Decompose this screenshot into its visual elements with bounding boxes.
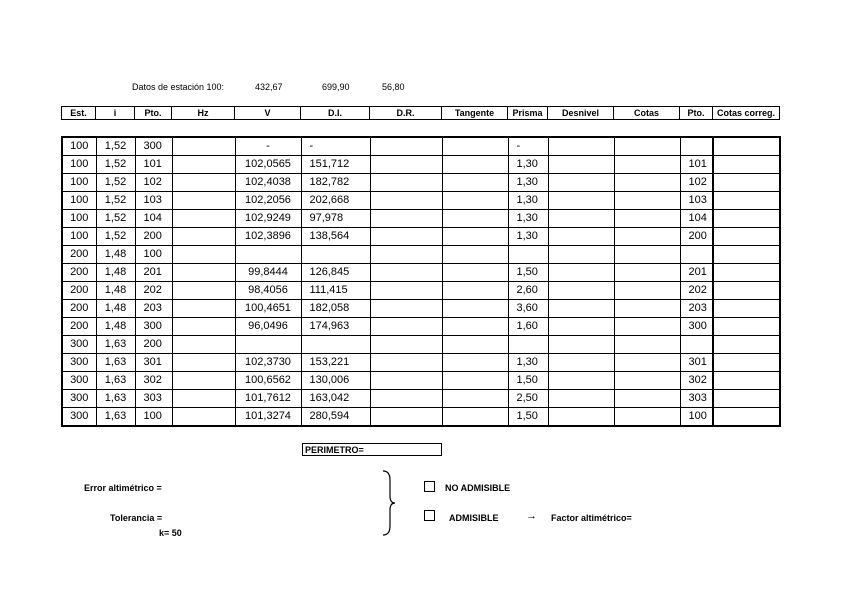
cell-desn [548,156,614,174]
cell-pto2 [680,137,713,156]
cell-di: 126,845 [301,264,370,282]
table-row [62,210,780,228]
cell-est: 100 [62,156,96,174]
cell-di: 153,221 [301,354,370,372]
table-row [62,246,780,264]
cell-di: 182,782 [301,174,370,192]
cell-corr [713,372,780,390]
cell-di [301,246,370,264]
table-row [62,174,780,192]
cell-est: 200 [62,318,96,336]
table-row [62,336,780,354]
arrow-right-icon: → [526,510,537,522]
cell-desn [548,318,614,336]
table-row [62,300,780,318]
cell-dr [370,137,442,156]
cell-desn [548,390,614,408]
cell-v: 96,0496 [235,318,301,336]
cell-di: 174,963 [301,318,370,336]
cell-tan [442,192,508,210]
cell-i: 1,48 [96,246,135,264]
cell-prisma: 2,50 [508,390,548,408]
cell-tan [442,372,508,390]
data-body [62,137,780,426]
cell-di: 151,712 [301,156,370,174]
cell-est: 100 [62,228,96,246]
cell-est: 300 [62,336,96,354]
cell-i: 1,48 [96,264,135,282]
cell-cotas [614,174,680,192]
cell-est: 300 [62,390,96,408]
cell-tan [442,156,508,174]
cell-pto: 103 [135,192,172,210]
cell-pto2: 104 [680,210,713,228]
cell-hz [172,354,235,372]
cell-pto2: 203 [680,300,713,318]
cell-dr [370,318,442,336]
table-row [62,390,780,408]
cell-cotas [614,210,680,228]
header-table [61,106,780,120]
cell-corr [713,282,780,300]
cell-corr [713,300,780,318]
cell-pto2: 103 [680,192,713,210]
cell-di: 163,042 [301,390,370,408]
cell-pto: 300 [135,318,172,336]
cell-v: 102,4038 [235,174,301,192]
cell-desn [548,354,614,372]
cell-v: 100,6562 [235,372,301,390]
cell-pto: 102 [135,174,172,192]
cell-dr [370,282,442,300]
cell-dr [370,390,442,408]
cell-prisma: - [508,137,548,156]
cell-di: 111,415 [301,282,370,300]
cell-prisma: 1,60 [508,318,548,336]
cell-est: 100 [62,210,96,228]
cell-dr [370,228,442,246]
cell-pto2: 101 [680,156,713,174]
cell-corr [713,354,780,372]
cell-di: - [301,137,370,156]
cell-di: 130,006 [301,372,370,390]
cell-v: 101,3274 [235,408,301,427]
cell-pto2: 202 [680,282,713,300]
cell-cotas [614,137,680,156]
tolerancia-label: Tolerancia = [110,513,163,523]
cell-prisma: 1,30 [508,174,548,192]
cell-i: 1,52 [96,137,135,156]
cell-di [301,336,370,354]
cell-dr [370,408,442,427]
cell-desn [548,228,614,246]
cell-tan [442,137,508,156]
cell-est: 300 [62,354,96,372]
admisible-checkbox[interactable] [424,510,435,521]
cell-pto2: 200 [680,228,713,246]
cell-hz [172,390,235,408]
admisible-label: ADMISIBLE [449,513,499,523]
cell-desn [548,336,614,354]
header-cell: Pto. [135,107,172,120]
no-admisible-checkbox[interactable] [424,481,435,492]
cell-tan [442,336,508,354]
table-row [62,228,780,246]
cell-corr [713,408,780,427]
cell-prisma [508,246,548,264]
cell-corr [713,192,780,210]
cell-desn [548,282,614,300]
cell-pto: 100 [135,246,172,264]
cell-hz [172,228,235,246]
cell-pto: 200 [135,336,172,354]
cell-v [235,336,301,354]
cell-est: 200 [62,300,96,318]
cell-hz [172,300,235,318]
cell-v: 102,3730 [235,354,301,372]
table-row [62,137,780,156]
cell-pto: 203 [135,300,172,318]
cell-dr [370,372,442,390]
cell-desn [548,174,614,192]
cell-pto2: 100 [680,408,713,427]
cell-tan [442,408,508,427]
cell-v: 102,9249 [235,210,301,228]
cell-pto: 104 [135,210,172,228]
cell-i: 1,63 [96,336,135,354]
cell-pto2: 301 [680,354,713,372]
cell-pto2: 300 [680,318,713,336]
cell-v: 102,0565 [235,156,301,174]
cell-di: 202,668 [301,192,370,210]
cell-v [235,246,301,264]
cell-corr [713,336,780,354]
cell-dr [370,336,442,354]
header-cell: Cotas correg. [713,107,780,120]
cell-i: 1,52 [96,192,135,210]
cell-dr [370,192,442,210]
header-cell: D.I. [301,107,370,120]
cell-desn [548,210,614,228]
cell-v: - [235,137,301,156]
cell-i: 1,63 [96,354,135,372]
cell-tan [442,264,508,282]
header-cell: Tangente [442,107,508,120]
cell-est: 300 [62,372,96,390]
cell-prisma: 1,30 [508,228,548,246]
cell-est: 100 [62,137,96,156]
cell-i: 1,52 [96,174,135,192]
cell-hz [172,246,235,264]
cell-dr [370,354,442,372]
cell-pto: 300 [135,137,172,156]
header-cell: i [96,107,135,120]
cell-tan [442,210,508,228]
cell-tan [442,318,508,336]
cell-cotas [614,192,680,210]
cell-prisma: 1,30 [508,192,548,210]
cell-v: 101,7612 [235,390,301,408]
cell-hz [172,156,235,174]
table-row [62,408,780,427]
cell-corr [713,318,780,336]
cell-prisma: 3,60 [508,300,548,318]
cell-hz [172,174,235,192]
table-row [62,372,780,390]
k-label: k= 50 [159,528,182,538]
cell-est: 200 [62,246,96,264]
header-row [62,107,780,120]
cell-hz [172,408,235,427]
cell-cotas [614,318,680,336]
cell-desn [548,264,614,282]
cell-desn [548,137,614,156]
table-row [62,264,780,282]
cell-di: 97,978 [301,210,370,228]
cell-pto: 303 [135,390,172,408]
cell-tan [442,300,508,318]
cell-cotas [614,282,680,300]
cell-di: 280,594 [301,408,370,427]
cell-hz [172,264,235,282]
cell-pto: 200 [135,228,172,246]
cell-corr [713,390,780,408]
cell-corr [713,174,780,192]
cell-pto2 [680,336,713,354]
cell-tan [442,354,508,372]
cell-di: 138,564 [301,228,370,246]
cell-i: 1,63 [96,390,135,408]
cell-pto2 [680,246,713,264]
cell-tan [442,246,508,264]
cell-est: 100 [62,174,96,192]
data-table [61,136,781,427]
cell-tan [442,282,508,300]
cell-est: 100 [62,192,96,210]
cell-i: 1,63 [96,372,135,390]
cell-corr [713,246,780,264]
cell-pto: 100 [135,408,172,427]
header-cell: V [235,107,301,120]
table-row [62,192,780,210]
header-cell: Pto. [680,107,713,120]
table-row [62,354,780,372]
cell-hz [172,372,235,390]
cell-pto: 302 [135,372,172,390]
cell-cotas [614,246,680,264]
cell-v: 98,4056 [235,282,301,300]
cell-prisma: 1,50 [508,264,548,282]
cell-corr [713,228,780,246]
cell-est: 200 [62,264,96,282]
cell-cotas [614,408,680,427]
cell-v: 102,2056 [235,192,301,210]
cell-cotas [614,390,680,408]
cell-corr [713,210,780,228]
cell-dr [370,174,442,192]
table-row [62,156,780,174]
cell-i: 1,52 [96,156,135,174]
cell-hz [172,137,235,156]
header-cell: Prisma [508,107,548,120]
cell-pto2: 303 [680,390,713,408]
error-label: Error altimétrico = [84,483,162,493]
table-row [62,318,780,336]
cell-pto2: 102 [680,174,713,192]
cell-cotas [614,336,680,354]
cell-est: 300 [62,408,96,427]
cell-i: 1,48 [96,300,135,318]
cell-pto: 201 [135,264,172,282]
cell-cotas [614,300,680,318]
station-x: 432,67 [255,82,283,92]
cell-pto: 202 [135,282,172,300]
station-z: 56,80 [382,82,405,92]
cell-hz [172,192,235,210]
cell-desn [548,372,614,390]
cell-cotas [614,354,680,372]
cell-prisma: 2,60 [508,282,548,300]
cell-tan [442,174,508,192]
cell-corr [713,264,780,282]
station-label: Datos de estación 100: [132,82,225,92]
perimetro-box: PERIMETRO= [302,443,442,456]
header-cell: Hz [172,107,235,120]
cell-cotas [614,372,680,390]
header-cell: Est. [62,107,96,120]
factor-label: Factor altimétrico= [551,513,632,523]
cell-desn [548,246,614,264]
cell-dr [370,210,442,228]
cell-pto: 101 [135,156,172,174]
cell-est: 200 [62,282,96,300]
cell-corr [713,156,780,174]
cell-hz [172,336,235,354]
cell-pto2: 201 [680,264,713,282]
cell-prisma: 1,30 [508,156,548,174]
station-y: 699,90 [322,82,350,92]
cell-desn [548,408,614,427]
cell-dr [370,300,442,318]
cell-pto: 301 [135,354,172,372]
cell-hz [172,282,235,300]
cell-i: 1,48 [96,282,135,300]
cell-v: 99,8444 [235,264,301,282]
cell-prisma: 1,50 [508,372,548,390]
cell-desn [548,192,614,210]
cell-dr [370,246,442,264]
no-admisible-label: NO ADMISIBLE [445,483,511,493]
header-cell: Cotas [614,107,680,120]
cell-corr [713,137,780,156]
cell-hz [172,210,235,228]
cell-dr [370,264,442,282]
table-row [62,282,780,300]
cell-v: 100,4651 [235,300,301,318]
cell-v: 102,3896 [235,228,301,246]
cell-prisma: 1,30 [508,354,548,372]
cell-hz [172,318,235,336]
cell-tan [442,228,508,246]
cell-tan [442,390,508,408]
brace-icon [380,470,396,536]
cell-prisma: 1,50 [508,408,548,427]
cell-pto2: 302 [680,372,713,390]
header-cell: Desnivel [548,107,614,120]
cell-i: 1,52 [96,210,135,228]
cell-cotas [614,156,680,174]
cell-desn [548,300,614,318]
cell-cotas [614,264,680,282]
header-cell: D.R. [370,107,442,120]
cell-i: 1,48 [96,318,135,336]
cell-di: 182,058 [301,300,370,318]
cell-prisma: 1,30 [508,210,548,228]
cell-cotas [614,228,680,246]
cell-i: 1,52 [96,228,135,246]
cell-dr [370,156,442,174]
cell-prisma [508,336,548,354]
cell-i: 1,63 [96,408,135,427]
